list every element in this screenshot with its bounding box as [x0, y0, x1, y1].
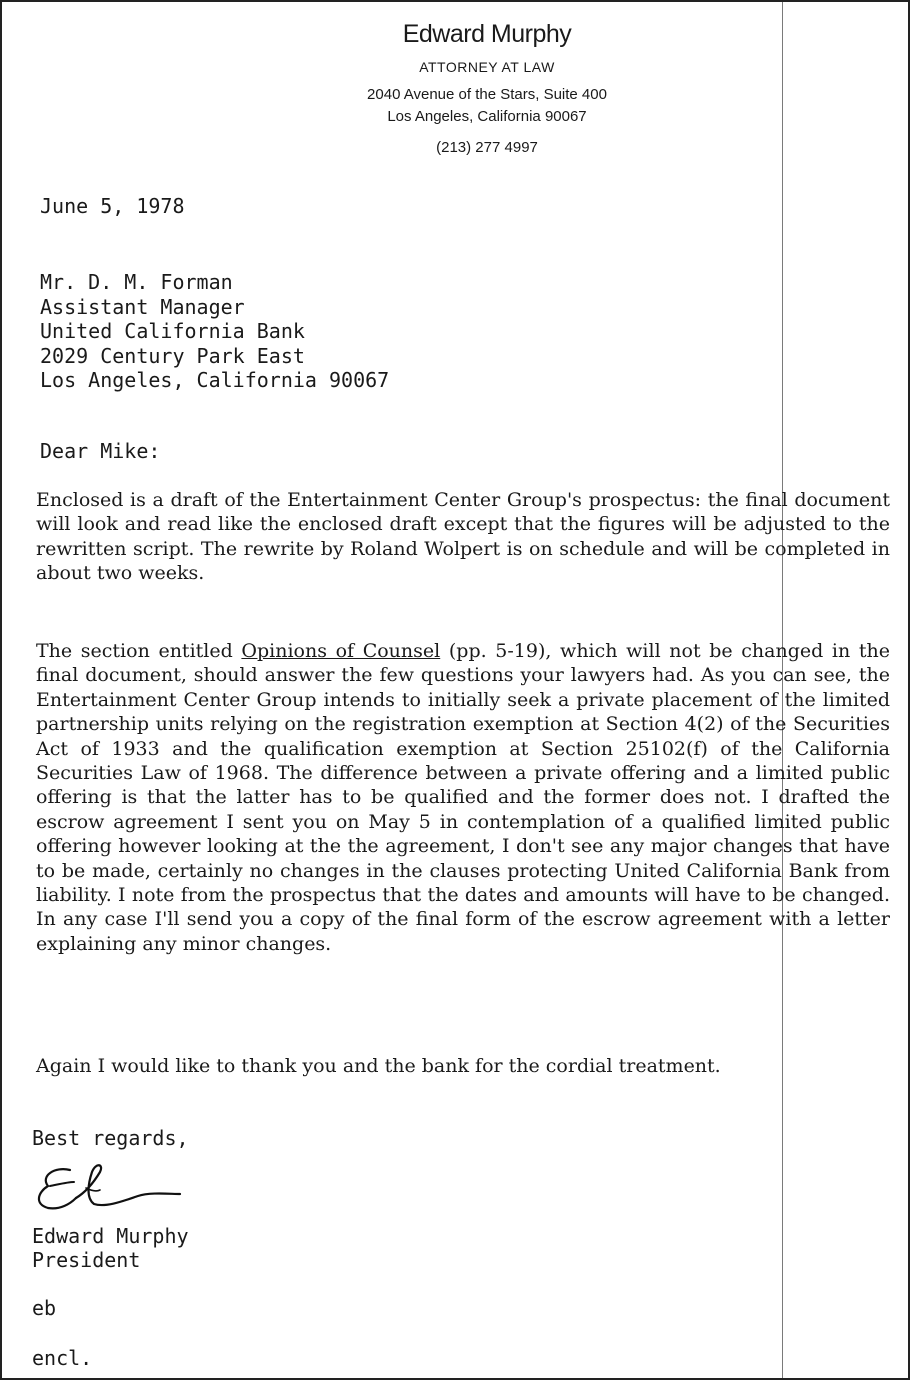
signer-name: Edward Murphy: [32, 1224, 189, 1248]
recipient-address: [40, 270, 389, 393]
letterhead-address-line1: 2040 Avenue of the Stars, Suite 400: [367, 86, 607, 103]
paragraph-2: [36, 639, 890, 956]
paragraph-2-rest: (pp. 5-19), which will not be changed in the final document, should answer the few questions your lawyers had. As you can see, the Entertainment Center Group intends to initially seek a private placement of the limited partnership units relying on the registration exemption at Section 4(2) of the Securities Act of 1933 and the qualification exemption at Section 25102(f) of the California Securities Law of 1968. The difference between a private offering and a limited public offering is that the latter has to be qualified and the former does not. I drafted the escrow agreement I sent you on May 5 in contemplation of a qualified limited public offering however looking at the the agreement, I don't see any major changes that have to be made, certainly no changes in the clauses protecting United California Bank from liability. I note from the prospectus that the dates and amounts will have to be changed. In any case I'll send you a copy of the final form of the escrow agreement with a letter explaining any minor changes.: [36, 640, 890, 955]
closing: Best regards,: [32, 1126, 189, 1150]
signature: [30, 1152, 190, 1222]
letterhead-phone: (213) 277 4997: [436, 139, 538, 156]
opinions-of-counsel-title: Opinions of Counsel: [241, 640, 441, 662]
letterhead: [302, 20, 672, 156]
paragraph-3: Again I would like to thank you and the bank for the cordial treatment.: [36, 1055, 721, 1077]
letter-date: June 5, 1978: [40, 194, 185, 218]
signer-title: President: [32, 1248, 141, 1272]
salutation: Dear Mike:: [40, 439, 161, 463]
recipient-bank: United California Bank: [40, 319, 305, 343]
enclosure-note: encl.: [32, 1346, 93, 1370]
letterhead-name: Edward Murphy: [402, 20, 572, 48]
paragraph-2-lead: The section entitled: [36, 640, 242, 662]
recipient-name: Mr. D. M. Forman: [40, 270, 233, 294]
signer-block: [32, 1224, 189, 1272]
letterhead-title: ATTORNEY AT LAW: [419, 59, 555, 75]
recipient-title: Assistant Manager: [40, 294, 245, 319]
recipient-street: 2029 Century Park East: [40, 343, 305, 368]
recipient-city: Los Angeles, California 90067: [40, 368, 390, 392]
paragraph-1: Enclosed is a draft of the Entertainment Center Group's prospectus: the final document will look and read like the enclosed draft except that the figures will be adjusted to the rewritten script. The rewrite by Roland Wolpert is on schedule and will be completed in about two weeks.: [36, 489, 890, 585]
letterhead-address-line2: Los Angeles, California 90067: [387, 108, 587, 125]
typist-initials: eb: [32, 1296, 57, 1320]
